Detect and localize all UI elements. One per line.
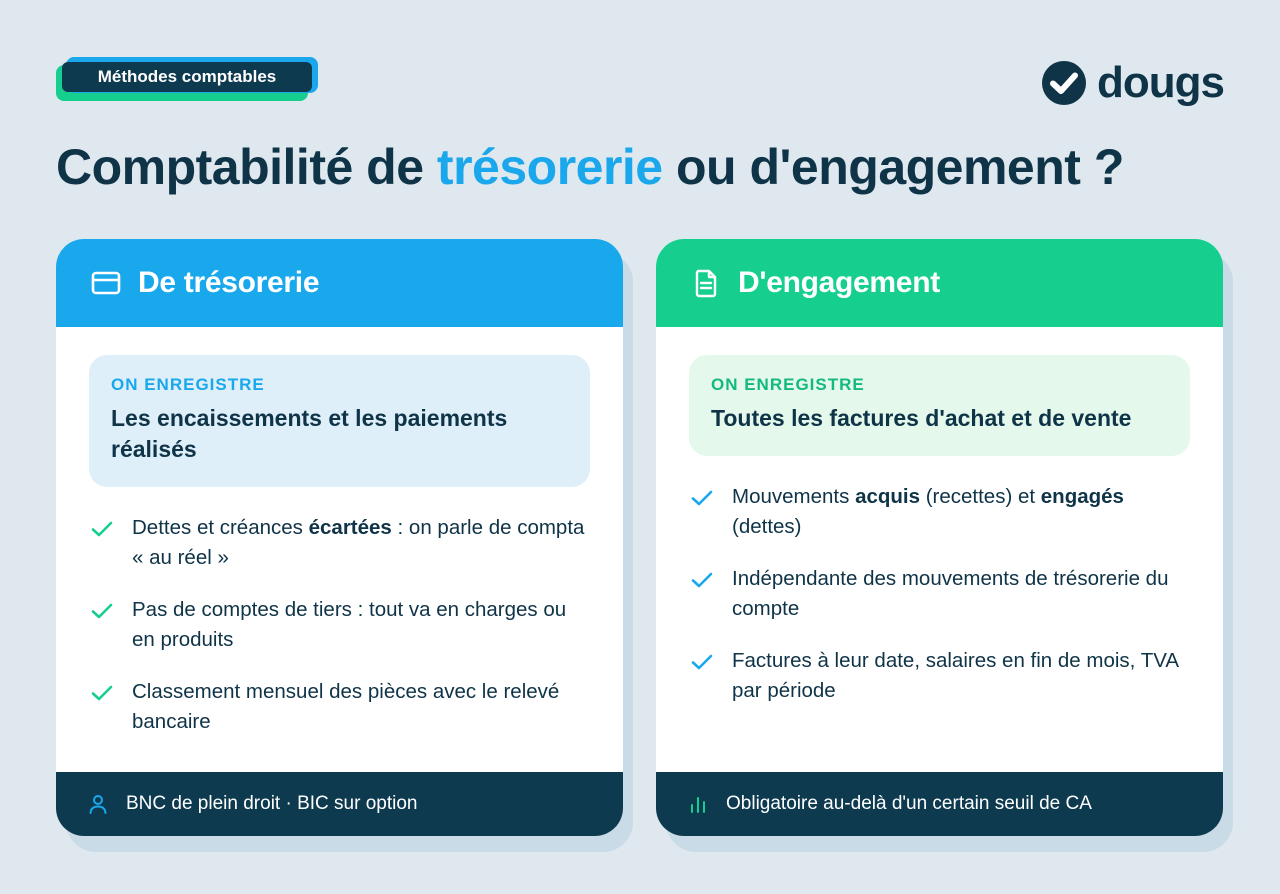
card-footer bbox=[56, 772, 623, 836]
footer-text: BNC de plein droit · BIC sur option bbox=[126, 793, 418, 814]
highlight-box bbox=[89, 355, 590, 487]
check-icon bbox=[690, 486, 714, 510]
list-item-text: Classement mensuel des pièces avec le relevé bancaire bbox=[132, 680, 560, 733]
feature-list bbox=[56, 513, 623, 737]
box-label: ON ENREGISTRE bbox=[711, 375, 865, 394]
category-tag bbox=[56, 57, 318, 101]
list-item bbox=[690, 482, 1193, 542]
card-tresorerie bbox=[56, 239, 623, 836]
card-header bbox=[656, 239, 1223, 327]
list-item bbox=[90, 595, 593, 655]
user-icon bbox=[86, 792, 110, 816]
list-item bbox=[690, 564, 1193, 624]
check-icon bbox=[90, 681, 114, 705]
box-label: ON ENREGISTRE bbox=[111, 375, 265, 394]
list-item bbox=[90, 677, 593, 737]
page-title bbox=[56, 138, 1124, 196]
list-item-text: Dettes et créances écartées : on parle de compta « au réel » bbox=[132, 516, 585, 569]
check-icon bbox=[90, 517, 114, 541]
credit-card-icon bbox=[90, 267, 122, 299]
bar-chart-icon bbox=[686, 792, 710, 816]
logo-text: dougs bbox=[1097, 58, 1224, 107]
list-item bbox=[690, 646, 1193, 706]
brand-logo bbox=[1041, 60, 1224, 106]
check-circle-icon bbox=[1041, 60, 1087, 106]
feature-list bbox=[656, 482, 1223, 706]
footer-text: Obligatoire au-delà d'un certain seuil de CA bbox=[726, 793, 1092, 814]
highlight-box bbox=[689, 355, 1190, 456]
title-part-2: ou d'engagement ? bbox=[662, 139, 1124, 195]
check-icon bbox=[690, 568, 714, 592]
card-footer bbox=[656, 772, 1223, 836]
list-item bbox=[90, 513, 593, 573]
list-item-text: Mouvements acquis (recettes) et engagés (dettes) bbox=[732, 485, 1124, 538]
box-text: Les encaissements et les paiements réalisés bbox=[111, 405, 508, 462]
card-engagement bbox=[656, 239, 1223, 836]
list-item-text: Indépendante des mouvements de trésorerie du compte bbox=[732, 567, 1169, 620]
box-text: Toutes les factures d'achat et de vente bbox=[711, 405, 1132, 431]
title-accent: trésorerie bbox=[436, 139, 663, 195]
card-header bbox=[56, 239, 623, 327]
document-icon bbox=[690, 267, 722, 299]
card-title: De trésorerie bbox=[138, 266, 320, 299]
card-title: D'engagement bbox=[738, 266, 940, 299]
check-icon bbox=[690, 650, 714, 674]
list-item-text: Pas de comptes de tiers : tout va en charges ou en produits bbox=[132, 598, 567, 651]
tag-label: Méthodes comptables bbox=[62, 62, 312, 92]
list-item-text: Factures à leur date, salaires en fin de mois, TVA par période bbox=[732, 649, 1178, 702]
check-icon bbox=[90, 599, 114, 623]
title-part-1: Comptabilité de bbox=[56, 139, 437, 195]
